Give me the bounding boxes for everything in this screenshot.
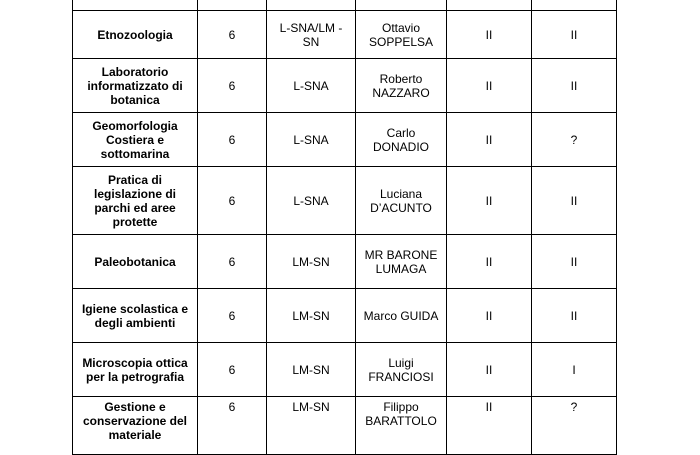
column-6-cell: [532, 0, 617, 11]
table-row-3: [73, 113, 617, 167]
column-6-cell: ?: [532, 113, 617, 167]
table-row-4: [73, 167, 617, 235]
table-row-1: [73, 11, 617, 59]
teacher-cell: Carlo DONADIO: [356, 113, 447, 167]
column-6-cell: II: [532, 11, 617, 59]
degree-class-cell: LM-SN: [267, 397, 356, 455]
course-name-cell: Geomorfologia Costiera e sottomarina: [73, 113, 198, 167]
course-name-cell: Pratica di legislazione di parchi ed aree protette: [73, 167, 198, 235]
course-name-cell: Laboratorio informatizzato di botanica: [73, 59, 198, 113]
cfu-cell: 6: [198, 59, 267, 113]
column-6-cell: II: [532, 235, 617, 289]
column-6-cell: II: [532, 167, 617, 235]
cfu-cell: 6: [198, 289, 267, 343]
teacher-cell: Luciana D’ACUNTO: [356, 167, 447, 235]
degree-class-cell: LM-SN: [267, 235, 356, 289]
degree-class-cell: L-SNA: [267, 59, 356, 113]
teacher-cell: Marco GUIDA: [356, 289, 447, 343]
course-name-cell: Paleobotanica: [73, 235, 198, 289]
course-name-cell: Etnozoologia: [73, 11, 198, 59]
degree-class-cell: LM-SN: [267, 343, 356, 397]
column-6-cell: ?: [532, 397, 617, 455]
degree-class-cell: L-SNA: [267, 167, 356, 235]
teacher-cell: [356, 0, 447, 11]
cfu-cell: 6: [198, 113, 267, 167]
teacher-cell: Ottavio SOPPELSA: [356, 11, 447, 59]
course-name-cell: Microscopia ottica per la petrografia: [73, 343, 198, 397]
column-5-cell: II: [447, 167, 532, 235]
column-5-cell: II: [447, 235, 532, 289]
teacher-cell: Roberto NAZZARO: [356, 59, 447, 113]
column-5-cell: II: [447, 289, 532, 343]
table-row-7: [73, 343, 617, 397]
cfu-cell: 6: [198, 343, 267, 397]
course-name-cell: [73, 0, 198, 11]
column-5-cell: II: [447, 343, 532, 397]
degree-class-cell: LM-SN: [267, 289, 356, 343]
cfu-cell: 6: [198, 397, 267, 455]
degree-class-cell: [267, 0, 356, 11]
table-row-5: [73, 235, 617, 289]
degree-class-cell: L-SNA: [267, 113, 356, 167]
teacher-cell: Luigi FRANCIOSI: [356, 343, 447, 397]
table-row-2: [73, 59, 617, 113]
courses-table: [72, 0, 617, 455]
table-row-6: [73, 289, 617, 343]
teacher-cell: Filippo BARATTOLO: [356, 397, 447, 455]
column-5-cell: II: [447, 59, 532, 113]
course-name-cell: Igiene scolastica e degli ambienti: [73, 289, 198, 343]
degree-class-cell: L-SNA/LM - SN: [267, 11, 356, 59]
cfu-cell: 6: [198, 11, 267, 59]
column-6-cell: II: [532, 289, 617, 343]
cfu-cell: 6: [198, 167, 267, 235]
table-row-8: [73, 397, 617, 455]
column-5-cell: II: [447, 397, 532, 455]
column-5-cell: [447, 0, 532, 11]
cfu-cell: [198, 0, 267, 11]
table-row-0: [73, 0, 617, 11]
course-name-cell: Gestione e conservazione del materiale: [73, 397, 198, 455]
column-5-cell: II: [447, 11, 532, 59]
column-6-cell: II: [532, 59, 617, 113]
column-5-cell: II: [447, 113, 532, 167]
column-6-cell: I: [532, 343, 617, 397]
cfu-cell: 6: [198, 235, 267, 289]
teacher-cell: MR BARONE LUMAGA: [356, 235, 447, 289]
